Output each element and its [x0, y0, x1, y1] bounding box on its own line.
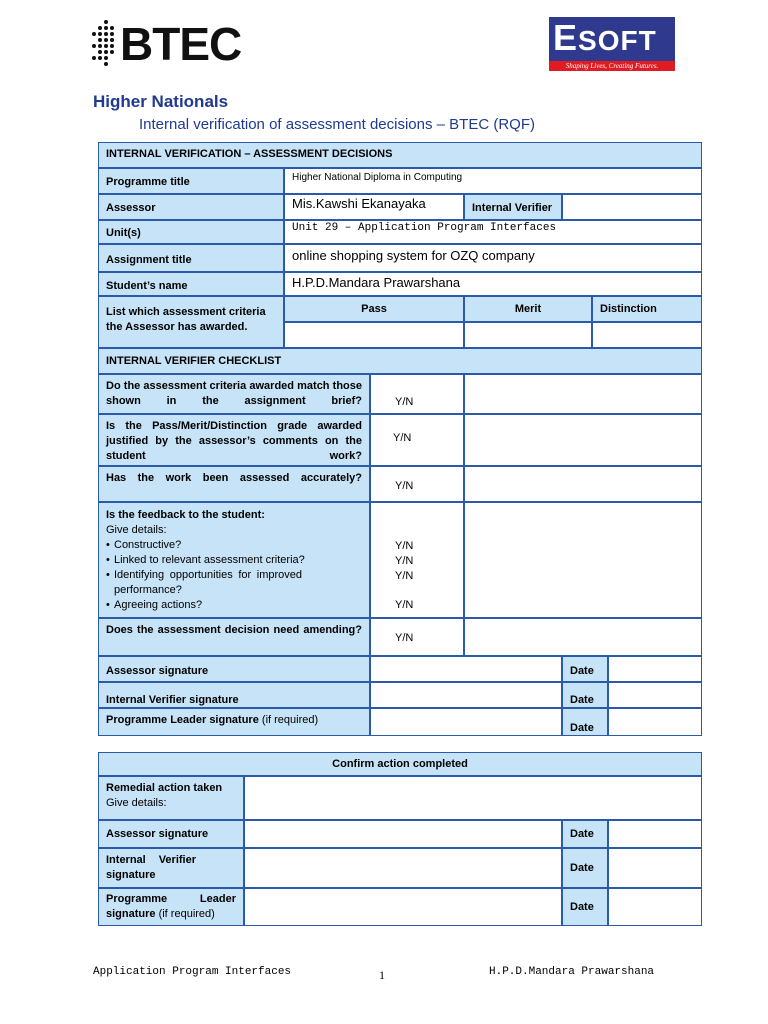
checklist-q2-comment[interactable]: [464, 414, 702, 466]
confirm-pl-if-required: (if required): [158, 908, 215, 920]
student-name-label: Student’s name: [98, 272, 284, 296]
criteria-awarded-label: List which assessment criteria the Assessor has awarded.: [98, 296, 284, 348]
assessor-date-label: Date: [562, 656, 608, 682]
assignment-title-label: Assignment title: [98, 244, 284, 272]
esoft-tagline: Shaping Lives, Creating Futures.: [565, 62, 659, 70]
iv-date-label: Date: [562, 682, 608, 708]
checklist-q4-yn-group[interactable]: [370, 502, 464, 618]
confirm-pl-date-label: Date: [562, 888, 608, 926]
iv-date-field[interactable]: [608, 682, 702, 708]
checklist-q4-item: • Linked to relevant assessment criteria?: [106, 553, 362, 568]
remedial-give-details: Give details:: [106, 797, 167, 809]
checklist-q4-comment[interactable]: [464, 502, 702, 618]
confirm-assessor-date-field[interactable]: [608, 820, 702, 848]
assessor-label: Assessor: [98, 194, 284, 220]
assessor-field[interactable]: Mis.Kawshi Ekanayaka: [284, 194, 464, 220]
checklist-q2: Is the Pass/Merit/Distinction grade awarded justified by the assessor’s comments on the student work?: [98, 414, 370, 466]
assessor-signature-label: Assessor signature: [98, 656, 370, 682]
pl-signature-text: Programme Leader signature: [106, 714, 259, 726]
checklist-q5: Does the assessment decision need amending?: [98, 618, 370, 656]
iv-signature-field[interactable]: [370, 682, 562, 708]
pass-header: Pass: [284, 296, 464, 322]
checklist-q5-comment[interactable]: [464, 618, 702, 656]
checklist-q1-comment[interactable]: [464, 374, 702, 414]
esoft-wordmark-e: E: [553, 17, 579, 58]
footer-student-name: H.P.D.Mandara Prawarshana: [489, 966, 655, 978]
iv-signature-label: Internal Verifier signature: [98, 682, 370, 708]
checklist-q4-item: • Agreeing actions?: [106, 598, 362, 613]
footer-unit-title: Application Program Interfaces: [93, 966, 292, 978]
page-subtitle: Internal verification of assessment decisions – BTEC (RQF): [139, 116, 535, 133]
checklist-q3: Has the work been assessed accurately?: [98, 466, 370, 502]
pass-criteria-field[interactable]: [284, 322, 464, 348]
btec-dots-icon: [92, 18, 122, 70]
btec-wordmark: BTEC: [120, 18, 242, 70]
confirm-iv-date-label: Date: [562, 848, 608, 888]
checklist-q4-item: • Constructive?: [106, 538, 362, 553]
programme-title-field[interactable]: Higher National Diploma in Computing: [284, 168, 702, 194]
merit-criteria-field[interactable]: [464, 322, 592, 348]
assignment-title-field[interactable]: online shopping system for OZQ company: [284, 244, 702, 272]
checklist-q3-comment[interactable]: [464, 466, 702, 502]
confirm-assessor-signature-label: Assessor signature: [98, 820, 244, 848]
distinction-header: Distinction: [592, 296, 702, 322]
confirm-pl-signature-label: [98, 888, 244, 926]
iv-section-title: INTERNAL VERIFICATION – ASSESSMENT DECISIONS: [98, 142, 702, 168]
footer-page-number: 1: [379, 968, 385, 982]
checklist-q4: [98, 502, 370, 618]
checklist-q4-yn[interactable]: Y/N: [395, 570, 414, 582]
confirm-assessor-date-label: Date: [562, 820, 608, 848]
assessor-signature-field[interactable]: [370, 656, 562, 682]
pl-signature-label: [98, 708, 370, 736]
confirm-iv-line1: Internal Verifier: [106, 854, 196, 866]
confirm-iv-line2: signature: [106, 869, 156, 881]
pl-signature-field[interactable]: [370, 708, 562, 736]
confirm-iv-signature-label: [98, 848, 244, 888]
checklist-q3-yn[interactable]: Y/N: [370, 466, 464, 502]
programme-title-label: Programme title: [98, 168, 284, 194]
confirm-iv-signature-field[interactable]: [244, 848, 562, 888]
esoft-logo: [549, 17, 675, 71]
assessor-date-field[interactable]: [608, 656, 702, 682]
pl-if-required: (if required): [261, 714, 319, 726]
student-name-field[interactable]: H.P.D.Mandara Prawarshana: [284, 272, 702, 296]
checklist-q5-yn[interactable]: Y/N: [370, 618, 464, 656]
confirm-pl-date-field[interactable]: [608, 888, 702, 926]
internal-verifier-field[interactable]: [562, 194, 702, 220]
confirm-title: Confirm action completed: [98, 752, 702, 776]
units-field[interactable]: Unit 29 – Application Program Interfaces: [284, 220, 702, 244]
confirm-pl-signature-field[interactable]: [244, 888, 562, 926]
confirm-assessor-signature-field[interactable]: [244, 820, 562, 848]
internal-verifier-label: Internal Verifier: [464, 194, 562, 220]
confirm-iv-date-field[interactable]: [608, 848, 702, 888]
distinction-criteria-field[interactable]: [592, 322, 702, 348]
checklist-q1-yn[interactable]: Y/N: [370, 374, 464, 414]
units-label: Unit(s): [98, 220, 284, 244]
page-title: Higher Nationals: [93, 92, 229, 111]
pl-date-field[interactable]: [608, 708, 702, 736]
checklist-title: INTERNAL VERIFIER CHECKLIST: [98, 348, 702, 374]
confirm-pl-line1: Programme Leader: [106, 893, 236, 905]
remedial-label-text: Remedial action taken: [106, 782, 223, 794]
checklist-q1: Do the assessment criteria awarded match those shown in the assignment brief?: [98, 374, 370, 414]
merit-header: Merit: [464, 296, 592, 322]
remedial-label: [98, 776, 244, 820]
esoft-wordmark-rest: SOFT: [578, 25, 657, 56]
checklist-q4-yn[interactable]: Y/N: [395, 555, 414, 567]
checklist-q4-title: Is the feedback to the student:: [106, 509, 265, 521]
esoft-wordmark: [553, 19, 657, 65]
checklist-q2-yn[interactable]: Y/N: [370, 414, 464, 466]
remedial-field[interactable]: [244, 776, 702, 820]
checklist-q4-yn[interactable]: Y/N: [395, 540, 414, 552]
checklist-q4-item: • Identifying opportunities for improved performance?: [106, 568, 362, 598]
confirm-pl-line2: signature: [106, 908, 156, 920]
btec-logo: [92, 18, 252, 70]
checklist-q4-give-details: Give details:: [106, 524, 167, 536]
checklist-q4-yn[interactable]: Y/N: [395, 599, 414, 611]
pl-date-label: Date: [562, 708, 608, 736]
